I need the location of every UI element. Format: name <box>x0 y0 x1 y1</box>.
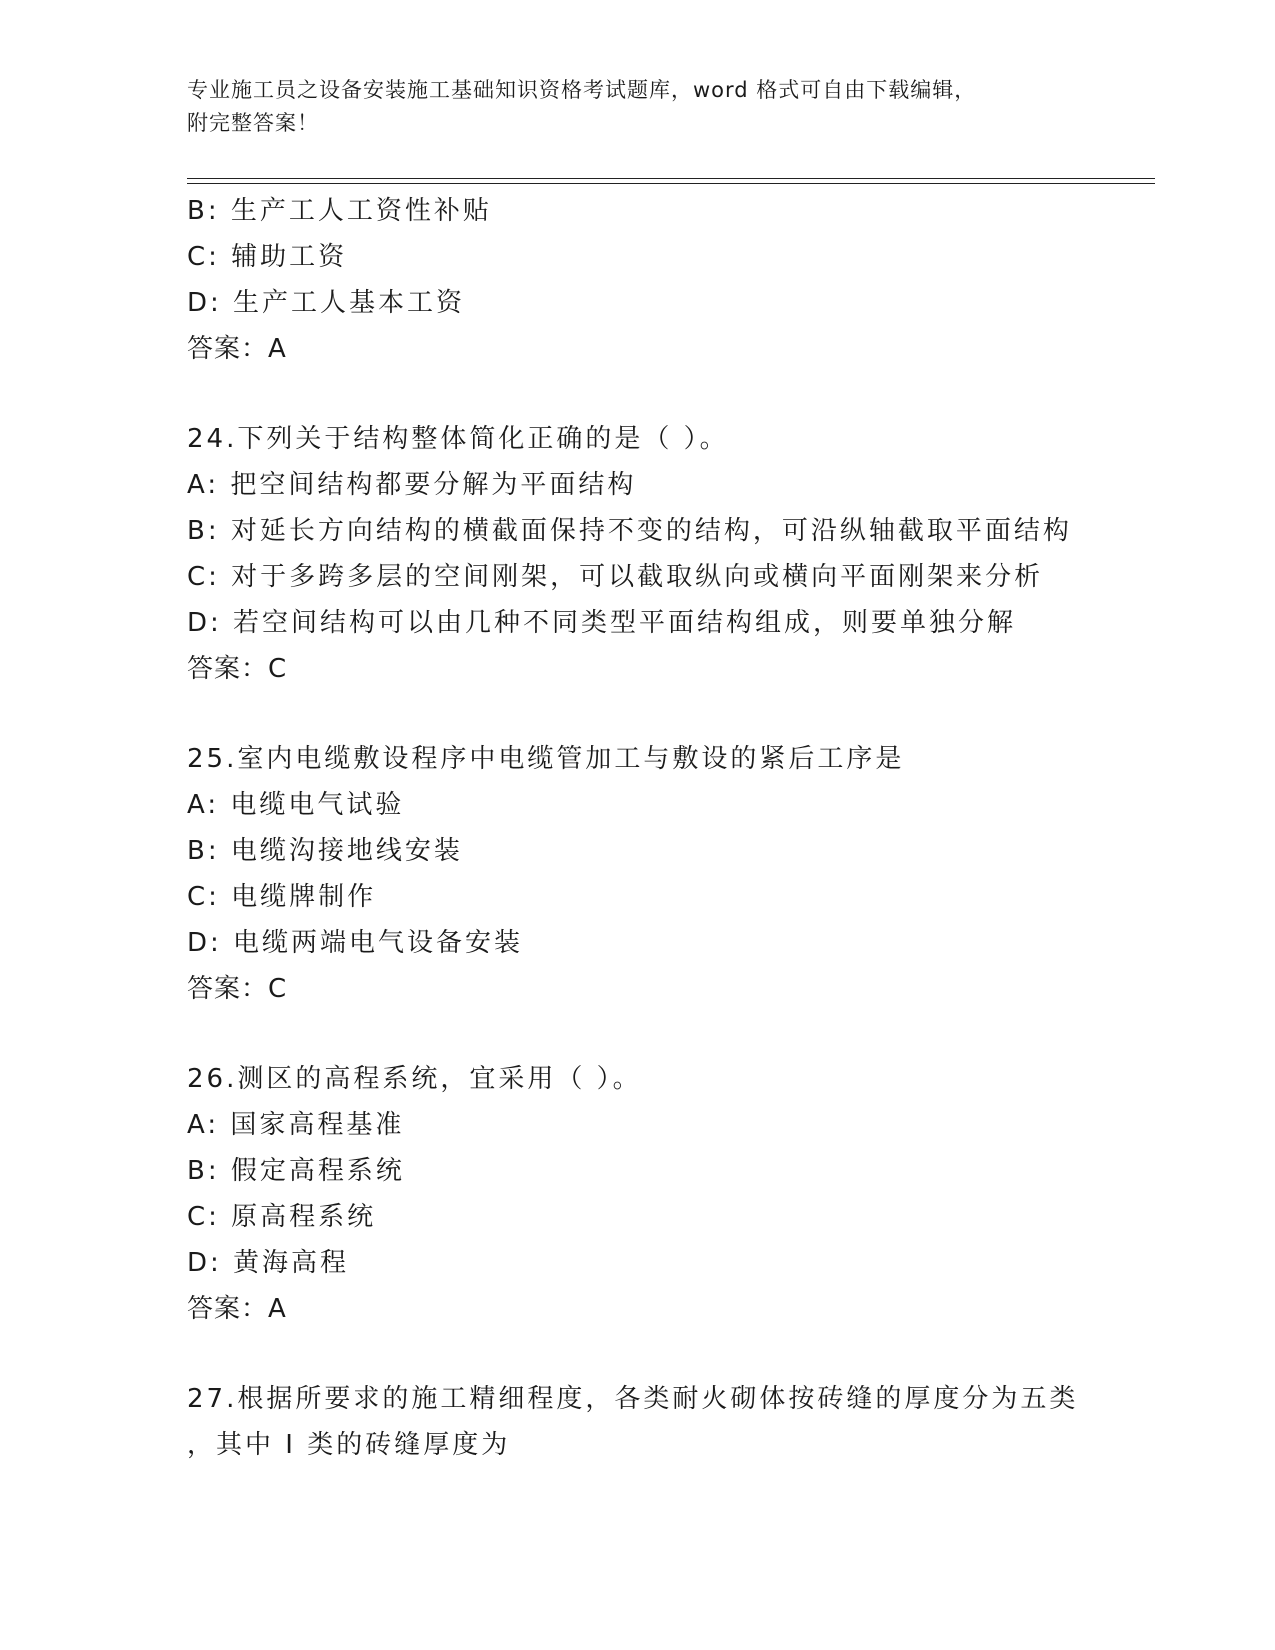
answer-label: 答案： <box>187 1294 269 1324</box>
answer-value: A <box>268 1294 287 1324</box>
answer-line <box>187 966 1157 1012</box>
answer-value: A <box>268 334 287 364</box>
answer-value: C <box>268 974 288 1004</box>
question-text-line-2: ，其中 I 类的砖缝厚度为 <box>187 1430 511 1460</box>
option-d: D: 黄海高程 <box>187 1248 350 1278</box>
answer-line <box>187 646 1157 692</box>
question-block-23 <box>187 188 1157 372</box>
answer-label: 答案： <box>187 974 269 1004</box>
option-a: A: 电缆电气试验 <box>187 790 405 820</box>
answer-line <box>187 326 1157 372</box>
option-c: C: 对于多跨多层的空间刚架，可以截取纵向或横向平面刚架来分析 <box>187 562 1044 592</box>
answer-label: 答案： <box>187 334 269 364</box>
header-divider-top <box>187 178 1155 179</box>
option-b: B: 电缆沟接地线安装 <box>187 836 463 866</box>
question-text-line-1: 27.根据所要求的施工精细程度，各类耐火砌体按砖缝的厚度分为五类 <box>187 1384 1079 1414</box>
question-text: 25.室内电缆敷设程序中电缆管加工与敷设的紧后工序是 <box>187 744 905 774</box>
question-block-26 <box>187 1056 1157 1332</box>
answer-label: 答案： <box>187 654 269 684</box>
option-c: C: 原高程系统 <box>187 1202 377 1232</box>
header-line-2: 附完整答案！ <box>187 111 319 135</box>
option-b: B: 假定高程系统 <box>187 1156 405 1186</box>
question-block-27 <box>187 1376 1157 1468</box>
question-block-24 <box>187 416 1157 692</box>
answer-line <box>187 1286 1157 1332</box>
option-d: D: 电缆两端电气设备安装 <box>187 928 524 958</box>
option-b: B: 对延长方向结构的横截面保持不变的结构，可沿纵轴截取平面结构 <box>187 516 1072 546</box>
question-text: 24.下列关于结构整体简化正确的是（ ）。 <box>187 424 729 454</box>
option-c: C: 电缆牌制作 <box>187 882 377 912</box>
option-d: D: 若空间结构可以由几种不同类型平面结构组成，则要单独分解 <box>187 608 1017 638</box>
option-a: A: 国家高程基准 <box>187 1110 405 1140</box>
option-b: B: 生产工人工资性补贴 <box>187 196 492 226</box>
header-divider-bottom <box>187 183 1155 184</box>
question-list <box>187 188 1157 1468</box>
answer-value: C <box>268 654 288 684</box>
option-c: C: 辅助工资 <box>187 242 348 272</box>
option-a: A: 把空间结构都要分解为平面结构 <box>187 470 637 500</box>
option-d: D: 生产工人基本工资 <box>187 288 466 318</box>
question-text: 26.测区的高程系统，宜采用（ ）。 <box>187 1064 642 1094</box>
header-line-1: 专业施工员之设备安装施工基础知识资格考试题库，word 格式可自由下载编辑， <box>187 78 977 102</box>
document-header <box>187 74 1087 140</box>
question-block-25 <box>187 736 1157 1012</box>
